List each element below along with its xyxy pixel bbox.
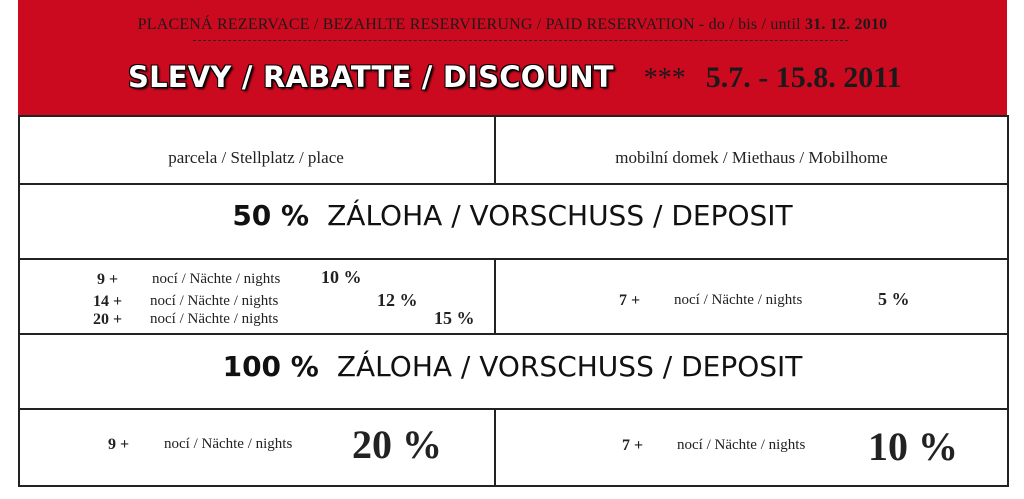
- deposit-100-label: ZÁLOHA / VORSCHUSS / DEPOSIT: [336, 350, 803, 383]
- nights-label: nocí / Nächte / nights: [150, 311, 279, 327]
- dashed-divider: [193, 40, 848, 41]
- place-discount-2: 12 %: [377, 290, 418, 310]
- title-row: [128, 60, 902, 95]
- column-divider: [494, 408, 496, 487]
- nights-label: nocí / Nächte / nights: [150, 293, 279, 309]
- reservation-text: PLACENÁ REZERVACE / BEZAHLTE RESERVIERUNG / PAID RESERVATION - do / bis / until: [137, 16, 801, 33]
- nights-label: nocí / Nächte / nights: [674, 292, 803, 308]
- mobilhome-nights-100: 7 +: [622, 437, 644, 454]
- row-divider: [18, 408, 1009, 410]
- nights-label: nocí / Nächte / nights: [677, 437, 806, 453]
- row-divider: [18, 183, 1009, 185]
- place-nights-1: 9 +: [97, 271, 119, 288]
- mobilhome-nights: 7 +: [619, 292, 641, 309]
- nights-label: nocí / Nächte / nights: [164, 436, 293, 452]
- discount-title: SLEVY / RABATTE / DISCOUNT: [128, 60, 614, 94]
- place-discount-1: 10 %: [321, 267, 362, 287]
- row-divider: [18, 333, 1009, 335]
- column-header-mobilhome: mobilní domek / Miethaus / Mobilhome: [615, 148, 888, 167]
- place-nights-100: 9 +: [108, 436, 130, 453]
- deposit-100-heading: [18, 350, 1007, 383]
- mobilhome-discount: 5 %: [878, 289, 910, 309]
- reservation-deadline-line: [18, 16, 1007, 34]
- column-header-place: parcela / Stellplatz / place: [168, 148, 344, 167]
- column-divider: [494, 258, 496, 335]
- place-nights-3: 20 +: [93, 311, 123, 328]
- mobilhome-discount-100: 10 %: [868, 424, 958, 469]
- place-discount-100: 20 %: [352, 422, 442, 467]
- discount-period: 5.7. - 15.8. 2011: [705, 61, 902, 94]
- deposit-50-label: ZÁLOHA / VORSCHUSS / DEPOSIT: [327, 199, 793, 232]
- deposit-50-heading: [18, 199, 1007, 232]
- row-divider: [18, 258, 1009, 260]
- nights-label: nocí / Nächte / nights: [152, 271, 281, 287]
- reservation-date: 31. 12. 2010: [804, 16, 888, 33]
- place-nights-2: 14 +: [93, 293, 123, 310]
- place-discount-3: 15 %: [434, 308, 475, 328]
- deposit-100-percent: 100 %: [222, 350, 319, 383]
- deposit-50-percent: 50 %: [232, 199, 310, 232]
- stars: ***: [643, 63, 686, 94]
- header-banner: [18, 0, 1007, 115]
